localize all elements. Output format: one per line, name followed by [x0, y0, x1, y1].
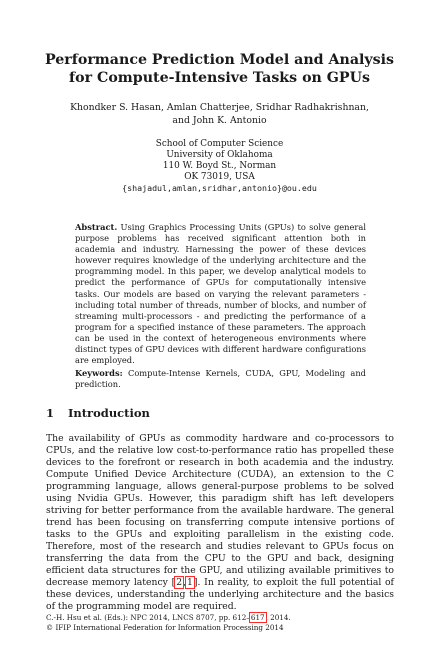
footer-text-b: , 2014.	[265, 613, 291, 622]
citation-open: [	[171, 577, 176, 588]
citation-close: ]	[193, 577, 198, 588]
section-title: Introduction	[68, 406, 150, 420]
authors-line-1: Khondker S. Hasan, Amlan Chatterjee, Sridhar Radhakrishnan,	[70, 102, 369, 113]
footer-copyright: © IFIP International Federation for Information Processing 2014	[46, 623, 284, 632]
intro-text-a: The availability of GPUs as commodity hardware and co-processors to CPUs, and the relative low cost-to-performance ratio has propelled these devices to the forefront or research in both academia and the industry. Compute Unified Device Architecture (CUDA), an extension to the C programming language, allows general-purpose problems to be solved using Nvidia GPUs. However, this paradigm shift has left developers striving for better performance from the available hardware. The general trend has been focusing on transferring compute intensive portions of tasks to the GPUs and exploiting parallelism in the existing code. Therefore, most of the research and studies relevant to GPUs focus on transferring the data from the CPU to the GPU and back, designing efficient data structures for the GPU, and utilizing available primitives to decrease memory latency	[46, 433, 394, 588]
footer-citation	[46, 613, 406, 623]
section-number: 1	[46, 406, 55, 420]
citation-link-2[interactable]: 1	[187, 577, 193, 588]
keywords	[75, 368, 366, 390]
paper-title-line-2: for Compute-Intensive Tasks on GPUs	[69, 70, 370, 86]
citation-separator: ,	[183, 577, 187, 588]
footer-page-link[interactable]: 617	[250, 613, 265, 622]
affiliation-school: School of Computer Science	[155, 139, 284, 149]
abstract	[75, 222, 366, 366]
affiliation-street: 110 W. Boyd St., Norman	[162, 161, 277, 171]
intro-text-b: . In reality, to exploit the full potential of these devices, understanding the underlying architecture and the basics of the programming model are required.	[46, 577, 394, 612]
keywords-label: Keywords:	[75, 368, 123, 378]
abstract-label: Abstract.	[75, 222, 118, 232]
paper-title-line-1: Performance Prediction Model and Analysis	[44, 52, 395, 68]
affiliation-university: University of Oklahoma	[166, 150, 273, 160]
footer-text-a: C.-H. Hsu et al. (Eds.): NPC 2014, LNCS 8707, pp. 612–	[46, 613, 250, 622]
keywords-text: Compute-Intense Kernels, CUDA, GPU, Modeling and prediction.	[75, 368, 366, 390]
section-heading	[46, 406, 150, 420]
affiliation-state: OK 73019, USA	[184, 172, 255, 182]
intro-paragraph	[46, 433, 394, 613]
affiliation-email: {shajadul,amlan,sridhar,antonio}@ou.edu	[122, 183, 317, 193]
citation-link-1[interactable]: 2	[176, 577, 183, 588]
abstract-text: Using Graphics Processing Units (GPUs) to solve general purpose problems has received significant attention both in academia and industry. Harnessing the power of these devices however requires knowledge of the underlying architecture and the programming model. In this paper, we develop analytical models to predict the performance of GPUs for computationally intensive tasks. Our models are based on varying the relevant parameters - including total number of threads, number of blocks, and number of streaming multi-processors - and predicting the performance of a program for a specified instance of these parameters. The approach can be used in the context of heterogeneous environments where distinct types of GPU devices with different hardware configurations are employed.	[75, 222, 366, 366]
authors-line-2: and John K. Antonio	[172, 115, 267, 126]
